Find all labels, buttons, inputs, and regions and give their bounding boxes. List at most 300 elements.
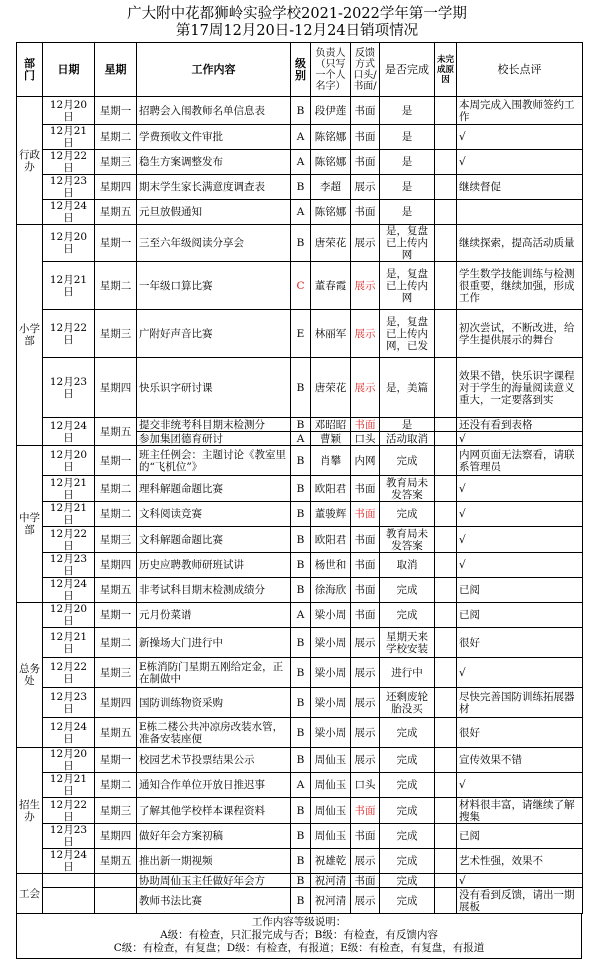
content-cell: 快乐识字研讨课 (137, 358, 291, 418)
level-cell: B (291, 175, 311, 200)
header-content: 工作内容 (137, 43, 291, 97)
header-dept: 部门 (17, 43, 43, 97)
content-cell: 招聘会入闱教师名单信息表 (137, 97, 291, 125)
weekday-cell: 星期二 (95, 628, 137, 658)
level-cell: B (291, 97, 311, 125)
feedback-cell: 书面 (351, 125, 380, 150)
feedback-cell: 展示 (351, 628, 380, 658)
comment-cell: √ (457, 773, 583, 798)
level-cell: B (291, 688, 311, 718)
weekday-cell: 星期一 (95, 748, 137, 773)
level-cell: A (291, 773, 311, 798)
comment-cell: √ (457, 553, 583, 578)
date-cell: 12月21日 (43, 476, 95, 502)
dept-cell: 招生办 (17, 748, 43, 874)
weekday-cell: 星期五 (95, 200, 137, 225)
table-row (17, 175, 583, 200)
table-row (17, 200, 583, 225)
owner-cell: 欧阳君 (311, 476, 351, 502)
date-cell: 12月20日 (43, 748, 95, 773)
content-cell: 元月份菜谱 (137, 603, 291, 628)
level-cell: B (291, 446, 311, 476)
level-cell: B (291, 824, 311, 849)
weekday-cell: 星期四 (95, 175, 137, 200)
comment-cell: 尽快完善国防训练拓展器材 (457, 688, 583, 718)
content-cell: 通知合作单位开放日推迟事 (137, 773, 291, 798)
reason-cell (435, 658, 457, 688)
content-cell: 协助周仙玉主任做好年会方 (137, 874, 291, 888)
table-row (17, 358, 583, 418)
header-comment: 校长点评 (457, 43, 583, 97)
date-cell: 12月20日 (43, 603, 95, 628)
done-cell: 是，复盘已上传内网 (380, 225, 435, 262)
date-cell: 12月22日 (43, 310, 95, 358)
feedback-cell: 书面 (351, 418, 380, 432)
owner-cell: 梁小周 (311, 718, 351, 748)
content-cell: 做好年会方案初稿 (137, 824, 291, 849)
reason-cell (435, 748, 457, 773)
level-cell: A (291, 432, 311, 446)
owner-cell: 周仙玉 (311, 748, 351, 773)
weekday-cell: 星期三 (95, 658, 137, 688)
reason-cell (435, 97, 457, 125)
done-cell: 是 (380, 175, 435, 200)
feedback-cell: 书面 (351, 527, 380, 553)
weekday-cell: 星期三 (95, 150, 137, 175)
level-cell: B (291, 628, 311, 658)
level-cell: E (291, 310, 311, 358)
content-cell: 班主任例会：主题讨论《教室里的“飞机位”》 (137, 446, 291, 476)
weekday-cell: 星期一 (95, 225, 137, 262)
comment-cell: √ (457, 527, 583, 553)
content-cell: 参加集团德育研讨 (137, 432, 291, 446)
feedback-cell: 展示 (351, 718, 380, 748)
date-cell: 12月22日 (43, 527, 95, 553)
date-cell: 12月24日 (43, 200, 95, 225)
comment-cell: 材料很丰富，请继续了解搜集 (457, 798, 583, 824)
reason-cell (435, 553, 457, 578)
header-weekday: 星期 (95, 43, 137, 97)
comment-cell: √ (457, 502, 583, 527)
table-row (17, 553, 583, 578)
owner-cell: 李超 (311, 175, 351, 200)
header-feedback: 反馈方式口头/书面/ (351, 43, 380, 97)
reason-cell (435, 773, 457, 798)
content-cell: 三至六年级阅读分享会 (137, 225, 291, 262)
done-cell: 完成 (380, 773, 435, 798)
reason-cell (435, 874, 457, 888)
reason-cell (435, 888, 457, 914)
weekday-cell: 星期二 (95, 773, 137, 798)
table-row (17, 527, 583, 553)
reason-cell (435, 225, 457, 262)
done-cell: 完成 (380, 718, 435, 748)
table-row (17, 688, 583, 718)
level-cell: C (291, 262, 311, 310)
comment-cell (457, 200, 583, 225)
owner-cell: 唐荣花 (311, 358, 351, 418)
feedback-cell: 展示 (351, 175, 380, 200)
done-cell: 完成 (380, 798, 435, 824)
table-row (17, 849, 583, 874)
header-level: 级别 (291, 43, 311, 97)
done-cell: 教育局未发答案 (380, 527, 435, 553)
content-cell: 国防训练物资采购 (137, 688, 291, 718)
weekday-cell: 星期一 (95, 97, 137, 125)
feedback-cell: 内网 (351, 446, 380, 476)
comment-cell: 继续督促 (457, 175, 583, 200)
content-cell: 一年级口算比赛 (137, 262, 291, 310)
content-cell: 非考试科目期末检测成绩分 (137, 578, 291, 603)
weekday-cell: 星期五 (95, 849, 137, 874)
owner-cell: 周仙玉 (311, 798, 351, 824)
level-cell: A (291, 150, 311, 175)
table-row (17, 446, 583, 476)
legend-title: 工作内容等级说明： (251, 916, 347, 928)
date-cell: 12月21日 (43, 628, 95, 658)
content-cell: 广附好声音比赛 (137, 310, 291, 358)
comment-cell: 已阅 (457, 578, 583, 603)
owner-cell: 陈铭娜 (311, 125, 351, 150)
date-cell: 12月22日 (43, 658, 95, 688)
done-cell: 是 (380, 97, 435, 125)
feedback-cell: 展示 (351, 688, 380, 718)
level-cell: B (291, 658, 311, 688)
weekday-cell: 星期五 (95, 718, 137, 748)
owner-cell: 董春霞 (311, 262, 351, 310)
weekday-cell: 星期二 (95, 262, 137, 310)
date-cell: 12月23日 (43, 175, 95, 200)
dept-cell: 中学部 (17, 446, 43, 603)
date-cell: 12月22日 (43, 798, 95, 824)
date-cell: 12月20日 (43, 225, 95, 262)
date-cell: 12月20日 (43, 97, 95, 125)
level-cell: A (291, 200, 311, 225)
content-cell: 了解其他学校样本课程资料 (137, 798, 291, 824)
date-cell: 12月24日 (43, 418, 95, 446)
feedback-cell: 口头 (351, 773, 380, 798)
level-cell: B (291, 578, 311, 603)
owner-cell: 段伊莲 (311, 97, 351, 125)
level-cell: B (291, 748, 311, 773)
dept-cell: 工会 (17, 874, 43, 914)
reason-cell (435, 849, 457, 874)
reason-cell (435, 603, 457, 628)
content-cell: 文科阅读竞赛 (137, 502, 291, 527)
date-cell: 12月21日 (43, 262, 95, 310)
done-cell: 是，美篇 (380, 358, 435, 418)
dept-cell: 小学部 (17, 225, 43, 446)
page-title: 广大附中花都狮岭实验学校2021-2022学年第一学期 (127, 6, 467, 22)
owner-cell: 董骏辉 (311, 502, 351, 527)
comment-cell: 艺术性强，效果不 (457, 849, 583, 874)
comment-cell: √ (457, 658, 583, 688)
weekday-cell: 星期二 (95, 476, 137, 502)
weekday-cell: 星期一 (95, 446, 137, 476)
table-row (17, 150, 583, 175)
done-cell: 还剩废轮胎没买 (380, 688, 435, 718)
comment-cell: √ (457, 150, 583, 175)
level-cell: B (291, 849, 311, 874)
owner-cell: 祝河清 (311, 874, 351, 888)
reason-cell (435, 502, 457, 527)
date-cell: 12月23日 (43, 688, 95, 718)
done-cell: 完成 (380, 578, 435, 603)
level-cell: B (291, 225, 311, 262)
feedback-cell: 书面 (351, 502, 380, 527)
weekday-cell: 星期二 (95, 125, 137, 150)
reason-cell (435, 718, 457, 748)
comment-cell: 本周完成入围教师签约工作 (457, 97, 583, 125)
owner-cell: 邓昭昭 (311, 418, 351, 432)
table-row (17, 658, 583, 688)
feedback-cell: 书面 (351, 476, 380, 502)
owner-cell: 梁小周 (311, 603, 351, 628)
feedback-cell: 书面 (351, 603, 380, 628)
feedback-cell: 展示 (351, 225, 380, 262)
table-row (17, 578, 583, 603)
reason-cell (435, 688, 457, 718)
table-row (17, 824, 583, 849)
done-cell: 完成 (380, 888, 435, 914)
level-cell: B (291, 718, 311, 748)
legend-line-cde: C级：有检查，有复盘；D级：有检查，有报道；E级：有检查，有复盘，有报道 (113, 942, 485, 954)
date-cell: 12月21日 (43, 502, 95, 527)
feedback-cell: 口头 (351, 432, 380, 446)
done-cell: 完成 (380, 603, 435, 628)
content-cell: 稳生方案调整发布 (137, 150, 291, 175)
done-cell: 进行中 (380, 658, 435, 688)
date-cell: 12月21日 (43, 773, 95, 798)
level-cell: B (291, 527, 311, 553)
content-cell: 期末学生家长满意度调查表 (137, 175, 291, 200)
reason-cell (435, 150, 457, 175)
owner-cell: 陈铭娜 (311, 200, 351, 225)
owner-cell: 曹颖 (311, 432, 351, 446)
weekday-cell: 星期四 (95, 824, 137, 849)
reason-cell (435, 578, 457, 603)
table-row (17, 418, 583, 432)
table-row (17, 748, 583, 773)
header-owner: 负责人（只写一个人名字） (311, 43, 351, 97)
done-cell: 活动取消 (380, 432, 435, 446)
weekday-cell: 星期三 (95, 798, 137, 824)
weekday-cell (95, 888, 137, 914)
reason-cell (435, 200, 457, 225)
table-row (17, 125, 583, 150)
date-cell: 12月24日 (43, 578, 95, 603)
comment-cell: 继续探索，提高活动质量 (457, 225, 583, 262)
reason-cell (435, 262, 457, 310)
reason-cell (435, 628, 457, 658)
weekday-cell: 星期四 (95, 688, 137, 718)
weekday-cell: 星期四 (95, 553, 137, 578)
date-cell: 12月23日 (43, 824, 95, 849)
owner-cell: 欧阳君 (311, 527, 351, 553)
comment-cell: 学生数学技能训练与检测很重要，继续加强，形成工作 (457, 262, 583, 310)
date-cell: 12月21日 (43, 125, 95, 150)
owner-cell: 梁小周 (311, 688, 351, 718)
reason-cell (435, 824, 457, 849)
done-cell: 是 (380, 150, 435, 175)
comment-cell: √ (457, 125, 583, 150)
table-body (17, 97, 583, 914)
done-cell: 完成 (380, 874, 435, 888)
dept-cell: 总务处 (17, 603, 43, 748)
date-cell: 12月23日 (43, 553, 95, 578)
date-cell (43, 874, 95, 888)
owner-cell: 唐荣花 (311, 225, 351, 262)
feedback-cell: 展示 (351, 310, 380, 358)
comment-cell: √ (457, 476, 583, 502)
done-cell: 是 (380, 200, 435, 225)
done-cell: 是 (380, 418, 435, 432)
date-cell: 12月24日 (43, 849, 95, 874)
done-cell: 星期天来学校安装 (380, 628, 435, 658)
level-cell: B (291, 476, 311, 502)
comment-cell: 还没有看到表格 (457, 418, 583, 432)
content-cell: 学费预收文件审批 (137, 125, 291, 150)
content-cell: 文科解题命题比赛 (137, 527, 291, 553)
level-cell: A (291, 603, 311, 628)
comment-cell: √ (457, 874, 583, 888)
table-row (17, 888, 583, 914)
feedback-cell: 展示 (351, 658, 380, 688)
comment-cell: 内网页面无法察看，请联系管理员 (457, 446, 583, 476)
done-cell: 是 (380, 125, 435, 150)
level-cell: B (291, 358, 311, 418)
comment-cell: 初次尝试，不断改进，给学生提供展示的舞台 (457, 310, 583, 358)
owner-cell: 梁小周 (311, 658, 351, 688)
weekday-cell: 星期三 (95, 527, 137, 553)
feedback-cell: 展示 (351, 262, 380, 310)
level-legend (16, 914, 582, 959)
done-cell: 是，复盘已上传内网 (380, 262, 435, 310)
feedback-cell: 书面 (351, 200, 380, 225)
table-row (17, 628, 583, 658)
owner-cell: 祝河清 (311, 888, 351, 914)
comment-cell: 已阅 (457, 603, 583, 628)
content-cell: 新操场大门进行中 (137, 628, 291, 658)
level-cell: B (291, 874, 311, 888)
work-table (16, 42, 583, 914)
date-cell: 12月24日 (43, 718, 95, 748)
weekday-cell: 星期一 (95, 603, 137, 628)
table-row (17, 603, 583, 628)
comment-cell: 效果不错，快乐识字课程对于学生的海量阅读意义重大，一定要落到实 (457, 358, 583, 418)
reason-cell (435, 125, 457, 150)
reason-cell (435, 432, 457, 446)
weekday-cell: 星期五 (95, 418, 137, 446)
owner-cell: 杨世和 (311, 553, 351, 578)
content-cell: 推出新一期视频 (137, 849, 291, 874)
level-cell: B (291, 418, 311, 432)
weekday-cell: 星期二 (95, 502, 137, 527)
table-row (17, 502, 583, 527)
page-subtitle: 第17周12月20日-12月24日销项情况 (175, 23, 419, 39)
table-row (17, 225, 583, 262)
weekday-cell: 星期三 (95, 310, 137, 358)
header-done: 是否完成 (380, 43, 435, 97)
level-cell: B (291, 502, 311, 527)
reason-cell (435, 527, 457, 553)
content-cell: 提交非统考科目期末检测分 (137, 418, 291, 432)
header-reason: 未完成原因 (435, 43, 457, 97)
dept-cell: 行政办 (17, 97, 43, 225)
comment-cell: 已阅 (457, 824, 583, 849)
feedback-cell: 展示 (351, 849, 380, 874)
header-date: 日期 (43, 43, 95, 97)
level-cell: B (291, 798, 311, 824)
feedback-cell: 书面 (351, 798, 380, 824)
owner-cell: 周仙玉 (311, 824, 351, 849)
done-cell: 完成 (380, 824, 435, 849)
content-cell: 元旦放假通知 (137, 200, 291, 225)
done-cell: 完成 (380, 849, 435, 874)
content-cell: 校园艺术节投票结果公示 (137, 748, 291, 773)
header-row (17, 43, 583, 97)
level-cell: B (291, 553, 311, 578)
done-cell: 教育局未发答案 (380, 476, 435, 502)
date-cell: 12月23日 (43, 358, 95, 418)
reason-cell (435, 418, 457, 432)
owner-cell: 祝雄乾 (311, 849, 351, 874)
feedback-cell: 书面 (351, 824, 380, 849)
weekday-cell (95, 874, 137, 888)
feedback-cell: 书面 (351, 150, 380, 175)
owner-cell: 周仙玉 (311, 773, 351, 798)
done-cell: 完成 (380, 502, 435, 527)
level-cell: A (291, 125, 311, 150)
owner-cell: 肖攀 (311, 446, 351, 476)
feedback-cell: 书面 (351, 578, 380, 603)
comment-cell: 很好 (457, 718, 583, 748)
owner-cell: 陈铭娜 (311, 150, 351, 175)
reason-cell (435, 358, 457, 418)
table-row (17, 874, 583, 888)
reason-cell (435, 175, 457, 200)
comment-cell: √ (457, 432, 583, 446)
legend-line-ab: A级：有检查，只汇报完成与否；B级：有检查，有反馈内容 (160, 929, 438, 941)
content-cell: 理科解题命题比赛 (137, 476, 291, 502)
table-row (17, 310, 583, 358)
table-row (17, 718, 583, 748)
done-cell: 完成 (380, 748, 435, 773)
owner-cell: 林丽军 (311, 310, 351, 358)
table-row (17, 773, 583, 798)
date-cell: 12月22日 (43, 150, 95, 175)
reason-cell (435, 446, 457, 476)
reason-cell (435, 798, 457, 824)
content-cell: E栋消防门星期五刚给定金，正在制做中 (137, 658, 291, 688)
table-row (17, 798, 583, 824)
feedback-cell: 书面 (351, 97, 380, 125)
done-cell: 完成 (380, 446, 435, 476)
reason-cell (435, 310, 457, 358)
feedback-cell: 展示 (351, 748, 380, 773)
weekday-cell: 星期四 (95, 358, 137, 418)
comment-cell: 宣传效果不错 (457, 748, 583, 773)
content-cell: 历史应聘教师研班试讲 (137, 553, 291, 578)
feedback-cell: 书面 (351, 874, 380, 888)
date-cell (43, 888, 95, 914)
comment-cell: 很好 (457, 628, 583, 658)
owner-cell: 梁小周 (311, 628, 351, 658)
done-cell: 是，复盘已上传内网，已发 (380, 310, 435, 358)
reason-cell (435, 476, 457, 502)
content-cell: 教师书法比赛 (137, 888, 291, 914)
content-cell: E栋二楼公共冲凉房改装水管，准备安装座便 (137, 718, 291, 748)
